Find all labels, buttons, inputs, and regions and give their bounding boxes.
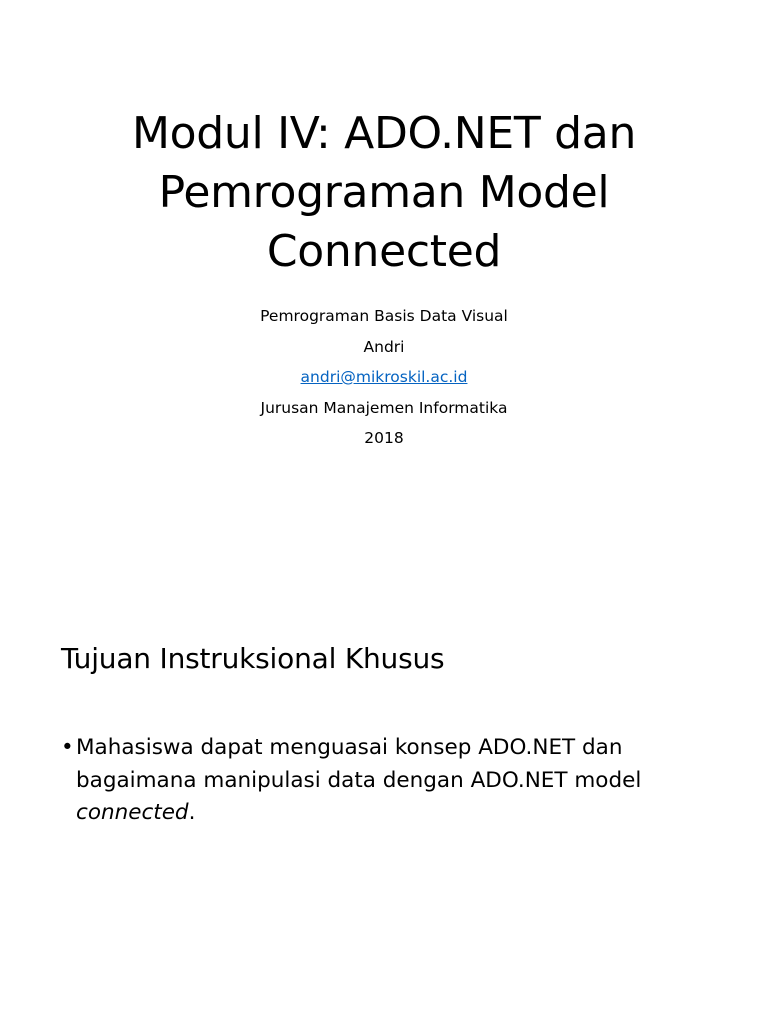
bullet-list [61,732,721,830]
title-line-1: Modul IV: ADO.NET dan [131,108,637,159]
objectives-slide [0,512,768,1024]
department-name: Jurusan Manajemen Informatika [260,398,508,417]
year: 2018 [364,429,404,447]
presentation-title [0,104,768,281]
bullet-suffix: . [188,800,196,825]
course-name: Pemrograman Basis Data Visual [260,307,508,325]
bullet-text: Mahasiswa dapat menguasai konsep ADO.NET dan bagaimana manipulasi data dengan ADO.NET model [76,735,642,793]
email-line [0,362,768,393]
author-name: Andri [363,337,405,356]
title-line-2: Pemrograman Model [158,167,610,218]
subtitle-block [0,301,768,454]
list-item [61,732,721,830]
email-link[interactable]: andri@mikroskil.ac.id [300,368,468,386]
title-line-3: Connected [266,226,502,277]
bullet-icon: • [61,735,74,760]
section-title: Tujuan Instruksional Khusus [61,642,445,675]
bullet-emphasis: connected [76,800,189,825]
